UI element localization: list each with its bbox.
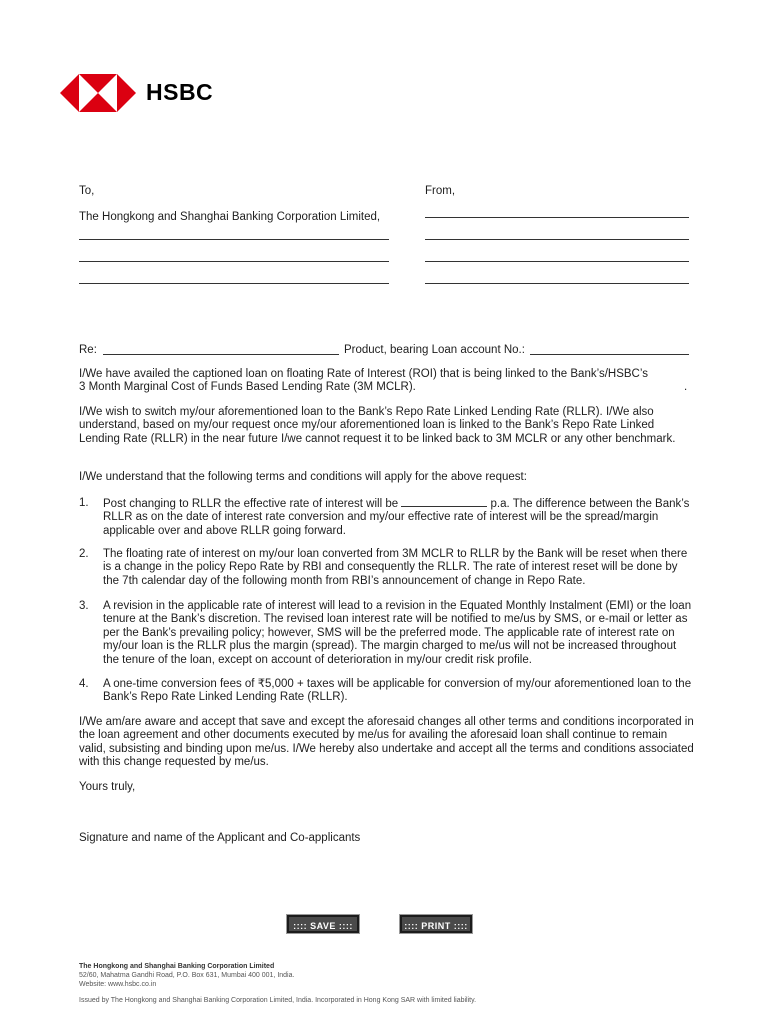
footer-issued: Issued by The Hongkong and Shanghai Banking Corporation Limited, India. Incorporated in Hong Kong SAR with limited liability. [79, 997, 477, 1004]
paragraph-4: I/We am/are aware and accept that save and except the aforesaid changes all other terms and conditions incorporated in the loan agreement and other documents executed by me/us for availing the aforesaid loan shall continue to remain valid, subsisting and binding upon me/us. I/We hereby also undertake and accept all the terms and conditions associated with this change requested by me/us. [79, 716, 694, 769]
paragraph-1-dot: . [684, 381, 688, 393]
print-button[interactable]: :::: PRINT :::: [400, 915, 472, 933]
paragraph-1-line-1: I/We have availed the captioned loan on floating Rate of Interest (ROI) that is being linked to the Bank’s/HSBC’s [79, 368, 648, 380]
footer-company: The Hongkong and Shanghai Banking Corporation Limited [79, 963, 275, 970]
loan-account-field[interactable] [530, 354, 689, 355]
item-2-text: The floating rate of interest on my/our loan converted from 3M MCLR to RLLR by the Bank will be reset when there is a change in the policy Repo Rate by RBI and consequently the RLLR. The rate of interest reset will be done by the 7th calendar day of the following month from RBI’s announcement of change in Repo Rate. [103, 548, 688, 587]
to-label: To, [79, 185, 95, 197]
closing: Yours truly, [79, 781, 136, 793]
hsbc-hexagon-icon [60, 74, 136, 112]
save-button[interactable]: :::: SAVE :::: [287, 915, 359, 933]
from-line-1[interactable] [425, 217, 689, 218]
product-field[interactable] [103, 354, 339, 355]
item-1-post: p.a. The difference between the Bank’s RLLR as on the date of interest rate conversion and my/our effective rate of interest will be the spread/margin applicable over and above RLLR going forward. [103, 498, 690, 537]
from-line-2[interactable] [425, 239, 689, 240]
item-1-number: 1. [79, 497, 89, 509]
brand-name: HSBC [146, 79, 214, 105]
rate-blank-field[interactable] [401, 497, 487, 507]
paragraph-3: I/We understand that the following terms and conditions will apply for the above request: [79, 471, 527, 483]
paragraph-1-line-2: 3 Month Marginal Cost of Funds Based Lending Rate (3M MCLR). [79, 381, 416, 393]
item-1-text [103, 497, 695, 538]
paragraph-2: I/We wish to switch my/our aforementioned loan to the Bank’s Repo Rate Linked Lending Rate (RLLR). I/We also understand, based on my/our request once my/our aforementioned loan is linked to the Bank’s Repo Rate Linked Lending Rate (RLLR) in the near future I/we cannot request it to be linked back to 3M MCLR or any other benchmark. [79, 406, 676, 445]
from-label: From, [425, 185, 456, 197]
to-line-1[interactable] [79, 239, 389, 240]
to-line-2[interactable] [79, 261, 389, 262]
product-label: Product, bearing Loan account No.: [344, 344, 525, 356]
to-bank-name: The Hongkong and Shanghai Banking Corporation Limited, [79, 211, 381, 223]
item-1-pre: Post changing to RLLR the effective rate of interest will be [103, 498, 399, 510]
footer-website: Website: www.hsbc.co.in [79, 981, 157, 988]
hsbc-logo [60, 74, 214, 112]
item-4-number: 4. [79, 678, 89, 690]
from-line-4[interactable] [425, 283, 689, 284]
to-line-3[interactable] [79, 283, 389, 284]
item-3-number: 3. [79, 600, 89, 612]
item-3-text: A revision in the applicable rate of interest will lead to a revision in the Equated Monthly Instalment (EMI) or the loan tenure at the Bank’s discretion. The revised loan interest rate will be notified to me/us by SMS, or e-mail or letter as per the Bank’s prevailing policy; however, SMS will be the preferred mode. The applicable rate of interest rate on my/our loan is the RLLR plus the margin (spread). The margin charged to me/us will not be increased throughout the tenure of the loan, except on account of deterioration in my/our credit risk profile. [103, 600, 692, 666]
re-label: Re: [79, 344, 97, 356]
item-4-text: A one-time conversion fees of ₹5,000 + taxes will be applicable for conversion of my/our aforementioned loan to the Bank’s Repo Rate Linked Lending Rate (RLLR). [103, 678, 692, 704]
footer-address: 52/60, Mahatma Gandhi Road, P.O. Box 631, Mumbai 400 001, India. [79, 972, 295, 979]
item-2-number: 2. [79, 548, 89, 560]
from-line-3[interactable] [425, 261, 689, 262]
signature-label: Signature and name of the Applicant and Co-applicants [79, 832, 361, 844]
